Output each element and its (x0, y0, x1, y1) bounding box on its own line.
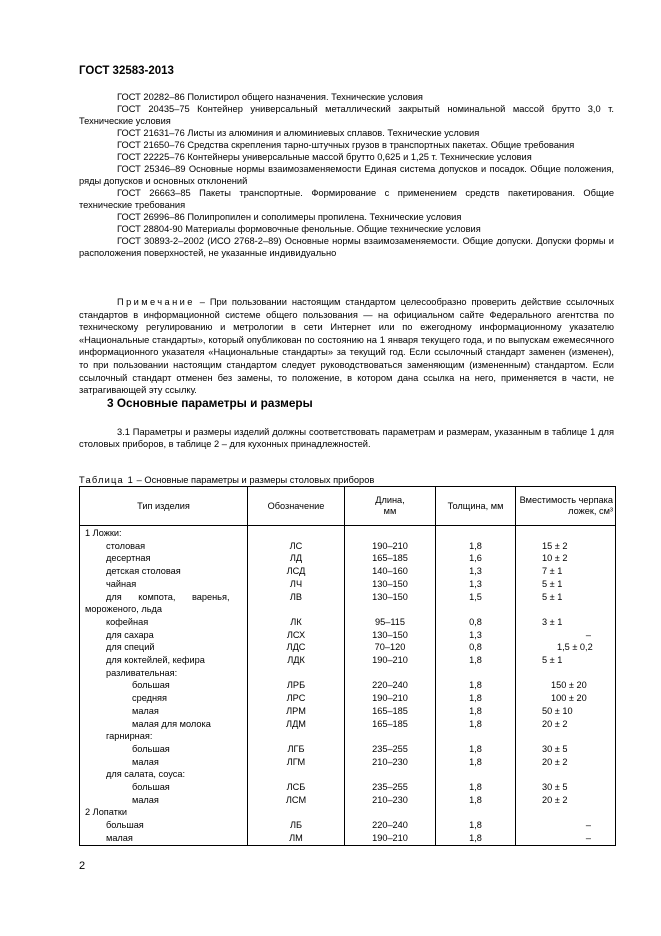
type-label: для салата, соуса: (106, 769, 185, 780)
type-label: малая для молока (132, 718, 211, 729)
thickness-cell: 1,8 (436, 692, 516, 705)
table-row (80, 616, 616, 629)
reference-item: ГОСТ 28804-90 Материалы формовочные фенольные. Общие технические условия (117, 224, 481, 234)
length-cell (345, 667, 436, 680)
capacity-cell: 7 ± 1 (516, 565, 616, 578)
capacity-cell: 1,5 ± 0,2 (516, 641, 616, 654)
type-label: 1 Ложки: (85, 528, 122, 538)
header-type: Тип изделия (80, 487, 248, 526)
length-cell (345, 768, 436, 781)
designation-cell: ЛСБ (248, 781, 345, 794)
capacity-cell: – (516, 819, 616, 832)
thickness-cell: 1,8 (436, 654, 516, 667)
table-row (80, 667, 616, 680)
table-header-row (80, 487, 616, 526)
length-cell: 235–255 (345, 743, 436, 756)
type-cell (80, 591, 248, 604)
type-cell (80, 768, 248, 781)
length-cell: 190–210 (345, 540, 436, 553)
length-cell: 220–240 (345, 819, 436, 832)
type-cell (80, 578, 248, 591)
designation-cell: ЛСМ (248, 794, 345, 807)
type-label: для сахара (106, 629, 154, 640)
table-row (80, 705, 616, 718)
type-cell (80, 794, 248, 807)
length-cell: 190–210 (345, 832, 436, 845)
type-label: мороженого, льда (85, 604, 162, 615)
length-cell: 70–120 (345, 641, 436, 654)
document-header: ГОСТ 32583-2013 (79, 65, 174, 77)
designation-cell (248, 603, 345, 616)
reference-item: ГОСТ 26996–86 Полипропилен и сополимеры пропилена. Технические условия (117, 212, 462, 222)
type-label: большая (132, 680, 170, 691)
thickness-cell: 1,8 (436, 540, 516, 553)
designation-cell: ЛДС (248, 641, 345, 654)
header-thickness: Толщина, мм (436, 487, 516, 526)
capacity-cell: 30 ± 5 (516, 743, 616, 756)
length-cell (345, 603, 436, 616)
type-cell (80, 718, 248, 731)
designation-cell: ЛВ (248, 591, 345, 604)
type-cell (80, 819, 248, 832)
type-cell (80, 667, 248, 680)
type-label: большая (106, 820, 144, 831)
designation-cell: ЛРБ (248, 679, 345, 692)
type-cell (80, 692, 248, 705)
type-cell (80, 526, 248, 540)
capacity-cell: 5 ± 1 (516, 578, 616, 591)
capacity-cell: – (516, 832, 616, 845)
table-row (80, 679, 616, 692)
section-title: 3 Основные параметры и размеры (107, 396, 313, 410)
capacity-cell: 100 ± 20 (516, 692, 616, 705)
thickness-cell: 0,8 (436, 641, 516, 654)
type-cell (80, 641, 248, 654)
thickness-cell: 1,3 (436, 578, 516, 591)
designation-cell: ЛД (248, 552, 345, 565)
reference-item: ГОСТ 26663–85 Пакеты транспортные. Формирование с применением средств пакетирования. Общие технические требования (79, 188, 614, 210)
table-row (80, 540, 616, 553)
thickness-cell: 1,5 (436, 591, 516, 604)
reference-item: ГОСТ 20282–86 Полистирол общего назначения. Технические условия (117, 92, 423, 102)
reference-item: ГОСТ 21650–76 Средства скрепления тарно-штучных грузов в транспортных пакетах. Общие требования (117, 140, 575, 150)
table-row (80, 591, 616, 604)
thickness-cell (436, 768, 516, 781)
capacity-cell (516, 730, 616, 743)
length-cell: 210–230 (345, 794, 436, 807)
type-cell (80, 654, 248, 667)
thickness-cell: 1,3 (436, 565, 516, 578)
type-label: разливательная: (106, 667, 178, 678)
type-cell (80, 832, 248, 845)
designation-cell (248, 667, 345, 680)
reference-item: ГОСТ 20435–75 Контейнер универсальный металлический закрытый номинальной массой брутто 3,0 т. Технические условия (79, 104, 614, 126)
length-cell: 210–230 (345, 756, 436, 769)
section-paragraph: 3.1 Параметры и размеры изделий должны соответствовать параметрам и размерам, указанным в таблице 1 для столовых приборов, в таблице 2 – для кухонных принадлежностей. (79, 427, 614, 449)
reference-item: ГОСТ 22225–76 Контейнеры универсальные массой брутто 0,625 и 1,25 т. Технические условия (117, 152, 532, 162)
length-cell: 130–150 (345, 578, 436, 591)
table-row (80, 806, 616, 819)
thickness-cell: 1,8 (436, 743, 516, 756)
type-label: для специй (106, 642, 155, 653)
capacity-cell (516, 806, 616, 819)
reference-item: ГОСТ 25346–89 Основные нормы взаимозаменяемости Единая система допусков и посадок. Общие положения, ряды допусков и основных отклонений (79, 164, 614, 186)
thickness-cell: 0,8 (436, 616, 516, 629)
designation-cell: ЛРМ (248, 705, 345, 718)
type-cell (80, 705, 248, 718)
thickness-cell: 1,6 (436, 552, 516, 565)
type-label: малая (106, 832, 133, 843)
capacity-cell: 5 ± 1 (516, 591, 616, 604)
table-row (80, 526, 616, 540)
capacity-cell: 10 ± 2 (516, 552, 616, 565)
length-cell: 190–210 (345, 654, 436, 667)
capacity-cell (516, 526, 616, 540)
designation-cell: ЛДМ (248, 718, 345, 731)
table-row (80, 718, 616, 731)
type-cell (80, 540, 248, 553)
table-row (80, 654, 616, 667)
type-label: большая (132, 743, 170, 754)
type-label: детская столовая (106, 566, 181, 577)
table-row (80, 768, 616, 781)
length-cell: 165–185 (345, 705, 436, 718)
type-label: малая (132, 705, 159, 716)
table-row (80, 629, 616, 642)
type-cell (80, 603, 248, 616)
length-cell: 220–240 (345, 679, 436, 692)
type-label: десертная (106, 553, 151, 564)
reference-item: ГОСТ 21631–76 Листы из алюминия и алюминиевых сплавов. Технические условия (117, 128, 480, 138)
note-paragraph (79, 296, 614, 397)
designation-cell: ЛРС (248, 692, 345, 705)
table-row (80, 819, 616, 832)
length-cell (345, 526, 436, 540)
length-cell: 165–185 (345, 718, 436, 731)
header-capacity: Вместимость черпака ложек, см³ (516, 487, 616, 526)
table-row (80, 552, 616, 565)
type-cell (80, 679, 248, 692)
table-row (80, 565, 616, 578)
capacity-cell: 3 ± 1 (516, 616, 616, 629)
thickness-cell: 1,8 (436, 679, 516, 692)
type-cell (80, 743, 248, 756)
type-label: 2 Лопатки (85, 807, 128, 818)
table-row (80, 578, 616, 591)
type-cell (80, 552, 248, 565)
capacity-cell (516, 768, 616, 781)
note-label: Примечание (117, 297, 195, 307)
table-row (80, 603, 616, 616)
thickness-cell: 1,3 (436, 629, 516, 642)
capacity-cell: 150 ± 20 (516, 679, 616, 692)
designation-cell: ЛМ (248, 832, 345, 845)
length-cell: 165–185 (345, 552, 436, 565)
note-text: – При пользовании настоящим стандартом целесообразно проверить действие ссылочных стандартов в информационной системе общего пользования — на официальном сайте Федерального агентства по техническому регулированию и метрологии в сети Интернет или по ежегодному информационному указателю «Национальные стандарты», который опубликован по состоянию на 1 января текущего года, и по выпускам ежемесячного информационного указателя «Национальные стандарты» за текущий год. Если ссылочный стандарт заменен (изменен), то при пользовании настоящим стандартом следует руководствоваться заменяющим (измененным) стандартом. Если ссылочный стандарт отменен без замены, то положение, в котором дана ссылка на него, применяется в части, не затрагивающей эту ссылку. (79, 297, 614, 396)
capacity-cell: 20 ± 2 (516, 756, 616, 769)
type-cell (80, 565, 248, 578)
reference-item: ГОСТ 30893-2–2002 (ИСО 2768-2–89) Основные нормы взаимозаменяемости. Общие допуски. Допуски формы и расположения поверхностей, не указанные индивидуально (79, 236, 614, 258)
designation-cell: ЛГМ (248, 756, 345, 769)
capacity-cell (516, 667, 616, 680)
type-label: малая (132, 794, 159, 805)
length-cell (345, 730, 436, 743)
thickness-cell: 1,8 (436, 832, 516, 845)
capacity-cell (516, 603, 616, 616)
type-cell (80, 616, 248, 629)
thickness-cell (436, 667, 516, 680)
thickness-cell: 1,8 (436, 819, 516, 832)
references-list (79, 91, 614, 259)
table-row (80, 692, 616, 705)
type-label: средняя (132, 693, 167, 704)
table-caption (79, 474, 374, 486)
capacity-cell: 15 ± 2 (516, 540, 616, 553)
designation-cell: ЛК (248, 616, 345, 629)
table-caption-text: – Основные параметры и размеры столовых приборов (134, 475, 375, 485)
thickness-cell (436, 806, 516, 819)
thickness-cell (436, 603, 516, 616)
parameters-table (79, 486, 616, 846)
length-cell: 130–150 (345, 591, 436, 604)
type-label: гарнирная: (106, 731, 153, 742)
table-row (80, 743, 616, 756)
type-label: столовая (106, 540, 146, 551)
header-length: Длина, мм (345, 487, 436, 526)
capacity-cell: – (516, 629, 616, 642)
thickness-cell: 1,8 (436, 756, 516, 769)
designation-cell (248, 730, 345, 743)
type-cell (80, 756, 248, 769)
designation-cell: ЛСХ (248, 629, 345, 642)
designation-cell: ЛДК (248, 654, 345, 667)
thickness-cell: 1,8 (436, 794, 516, 807)
designation-cell (248, 526, 345, 540)
type-label: чайная (106, 578, 137, 589)
capacity-cell: 20 ± 2 (516, 794, 616, 807)
capacity-cell: 30 ± 5 (516, 781, 616, 794)
type-label: большая (132, 782, 170, 793)
thickness-cell (436, 526, 516, 540)
type-cell (80, 730, 248, 743)
length-cell: 140–160 (345, 565, 436, 578)
length-cell: 190–210 (345, 692, 436, 705)
capacity-cell: 50 ± 10 (516, 705, 616, 718)
designation-cell: ЛС (248, 540, 345, 553)
thickness-cell: 1,8 (436, 781, 516, 794)
designation-cell: ЛГБ (248, 743, 345, 756)
length-cell: 235–255 (345, 781, 436, 794)
length-cell: 130–150 (345, 629, 436, 642)
designation-cell: ЛЧ (248, 578, 345, 591)
table-row (80, 832, 616, 845)
designation-cell: ЛСД (248, 565, 345, 578)
capacity-cell: 5 ± 1 (516, 654, 616, 667)
thickness-cell (436, 730, 516, 743)
table-row (80, 730, 616, 743)
table-row (80, 756, 616, 769)
type-label: для коктейлей, кефира (106, 655, 205, 666)
page-number: 2 (79, 860, 86, 872)
thickness-cell: 1,8 (436, 718, 516, 731)
type-cell (80, 806, 248, 819)
designation-cell (248, 806, 345, 819)
type-label: малая (132, 756, 159, 767)
length-cell (345, 806, 436, 819)
capacity-cell: 20 ± 2 (516, 718, 616, 731)
type-label: кофейная (106, 616, 149, 627)
type-cell (80, 781, 248, 794)
type-label: для компота, варенья, (106, 591, 230, 602)
designation-cell: ЛБ (248, 819, 345, 832)
table-row (80, 781, 616, 794)
designation-cell (248, 768, 345, 781)
thickness-cell: 1,8 (436, 705, 516, 718)
table-row (80, 641, 616, 654)
length-cell: 95–115 (345, 616, 436, 629)
header-designation: Обозначение (248, 487, 345, 526)
table-caption-label: Таблица 1 (79, 475, 135, 485)
table-row (80, 794, 616, 807)
type-cell (80, 629, 248, 642)
